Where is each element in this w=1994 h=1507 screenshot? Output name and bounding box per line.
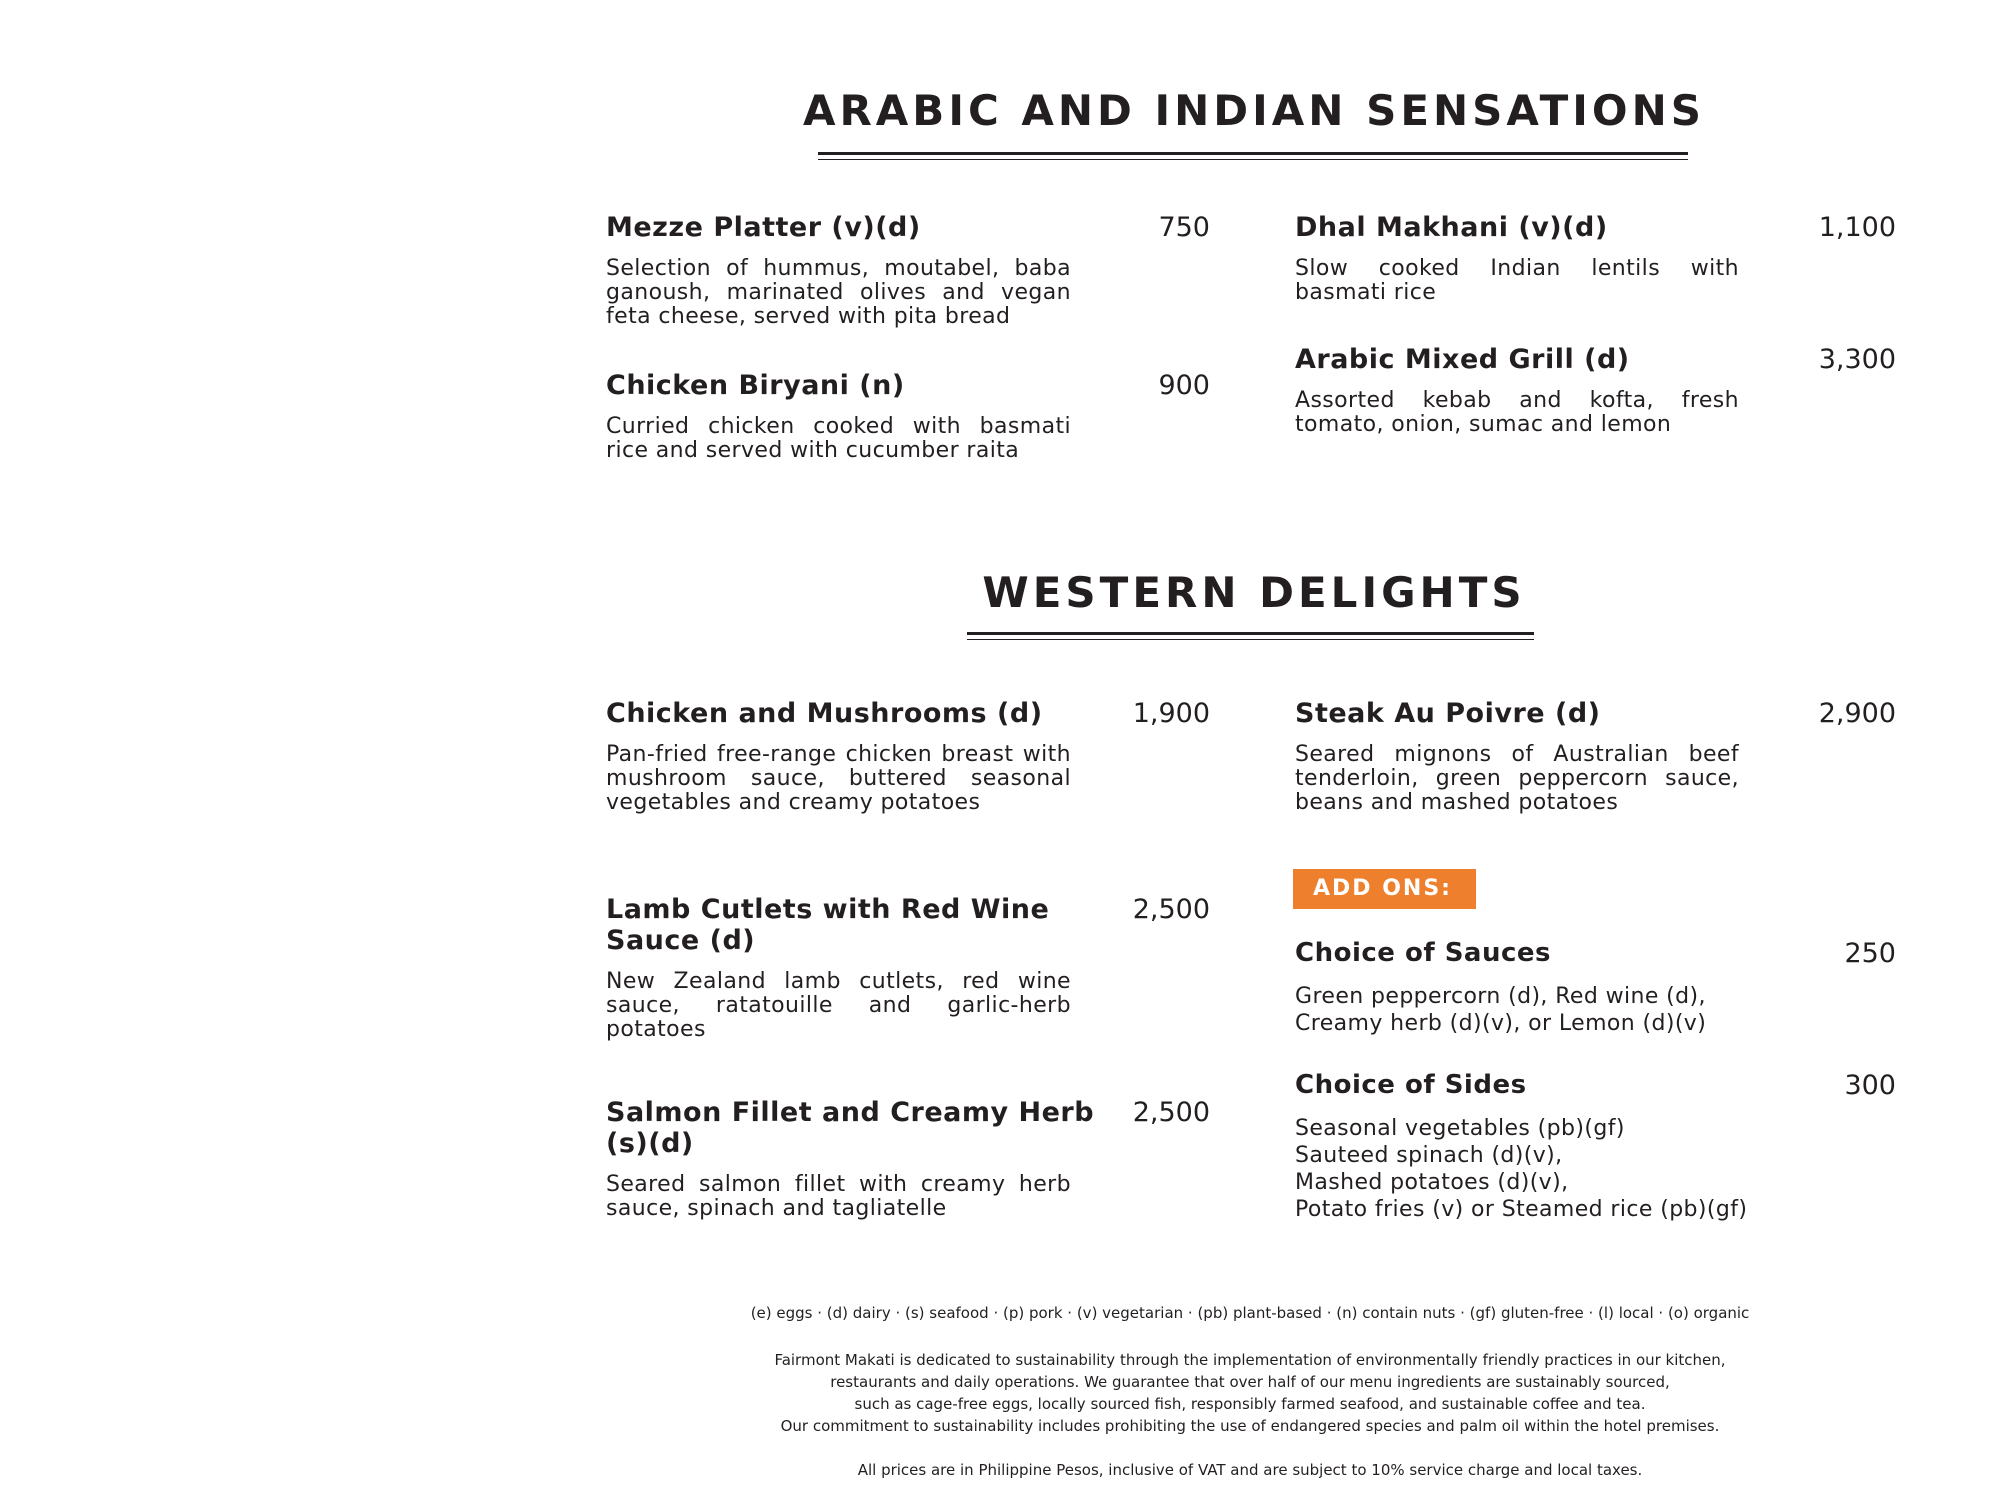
item-description: Curried chicken cooked with basmati rice and served with cucumber raita <box>606 414 1071 463</box>
menu-item-steak <box>1295 698 1896 815</box>
item-description: Pan-fried free-range chicken breast with mushroom sauce, buttered seasonal vegetables and creamy potatoes <box>606 742 1071 815</box>
item-description: Seared mignons of Australian beef tenderloin, green peppercorn sauce, beans and mashed potatoes <box>1295 742 1739 815</box>
menu-item-chicken-mushrooms <box>606 698 1210 815</box>
menu-item-mixed-grill <box>1295 344 1896 437</box>
section-divider <box>818 152 1688 155</box>
section-title-arabic-indian: ARABIC AND INDIAN SENSATIONS <box>802 86 1706 135</box>
item-name: Steak Au Poivre (d) <box>1295 698 1601 729</box>
section-divider <box>967 632 1534 635</box>
sustainability-note <box>700 1349 1800 1437</box>
item-description <box>1295 1115 1855 1223</box>
sustainability-line: such as cage-free eggs, locally sourced fish, responsibly farmed seafood, and sustainable coffee and tea. <box>854 1395 1646 1413</box>
item-name: Dhal Makhani (v)(d) <box>1295 212 1608 243</box>
addon-sides <box>1295 1070 1896 1223</box>
menu-item-mezze <box>606 212 1210 329</box>
menu-item-dhal <box>1295 212 1896 305</box>
item-price: 750 <box>1158 212 1210 243</box>
addon-sauces <box>1295 938 1896 1037</box>
item-description <box>1295 983 1855 1037</box>
section-divider <box>967 639 1534 640</box>
dietary-legend <box>700 1302 1800 1324</box>
addon-line: Creamy herb (d)(v), or Lemon (d)(v) <box>1295 1011 1707 1036</box>
section-title-western: WESTERN DELIGHTS <box>982 568 1526 617</box>
item-description: Selection of hummus, moutabel, baba ganoush, marinated olives and vegan feta cheese, served with pita bread <box>606 256 1071 329</box>
item-name: Salmon Fillet and Creamy Herb (s)(d) <box>606 1097 1095 1159</box>
item-description: New Zealand lamb cutlets, red wine sauce, ratatouille and garlic-herb potatoes <box>606 969 1071 1042</box>
prices-note <box>700 1459 1800 1481</box>
prices-note-text: All prices are in Philippine Pesos, inclusive of VAT and are subject to 10% service charge and local taxes. <box>857 1461 1643 1479</box>
addon-line: Mashed potatoes (d)(v), <box>1295 1170 1569 1195</box>
item-description: Slow cooked Indian lentils with basmati rice <box>1295 256 1739 305</box>
menu-item-biryani <box>606 370 1210 463</box>
item-name: Mezze Platter (v)(d) <box>606 212 921 243</box>
item-price: 2,500 <box>1132 894 1210 925</box>
item-name: Chicken Biryani (n) <box>606 370 905 401</box>
addon-line: Sauteed spinach (d)(v), <box>1295 1143 1563 1168</box>
section-divider <box>818 159 1688 160</box>
menu-item-salmon <box>606 1097 1210 1221</box>
item-price: 250 <box>1844 938 1896 969</box>
item-name: Chicken and Mushrooms (d) <box>606 698 1043 729</box>
item-price: 900 <box>1158 370 1210 401</box>
item-price: 2,900 <box>1818 698 1896 729</box>
addon-line: Seasonal vegetables (pb)(gf) <box>1295 1116 1625 1141</box>
sustainability-line: Fairmont Makati is dedicated to sustainability through the implementation of environmentally friendly practices in our kitchen, <box>774 1351 1726 1369</box>
add-ons-badge: ADD ONS: <box>1293 869 1476 909</box>
sustainability-line: Our commitment to sustainability includes prohibiting the use of endangered species and palm oil within the hotel premises. <box>780 1417 1720 1435</box>
legend-text: (e) eggs · (d) dairy · (s) seafood · (p) pork · (v) vegetarian · (pb) plant-based · (n) contain nuts · (gf) gluten-free · (l) local · (o) organic <box>750 1304 1750 1322</box>
item-name: Choice of Sides <box>1295 1070 1527 1100</box>
item-price: 300 <box>1844 1070 1896 1101</box>
item-price: 2,500 <box>1132 1097 1210 1128</box>
item-name: Lamb Cutlets with Red Wine Sauce (d) <box>606 894 1050 956</box>
addon-line: Green peppercorn (d), Red wine (d), <box>1295 984 1706 1009</box>
menu-item-lamb-cutlets <box>606 894 1210 1042</box>
sustainability-line: restaurants and daily operations. We guarantee that over half of our menu ingredients are sustainably sourced, <box>830 1373 1670 1391</box>
addon-line: Potato fries (v) or Steamed rice (pb)(gf) <box>1295 1197 1748 1222</box>
item-description: Seared salmon fillet with creamy herb sauce, spinach and tagliatelle <box>606 1172 1071 1221</box>
item-price: 1,900 <box>1132 698 1210 729</box>
item-description: Assorted kebab and kofta, fresh tomato, onion, sumac and lemon <box>1295 388 1739 437</box>
item-price: 3,300 <box>1818 344 1896 375</box>
item-name: Choice of Sauces <box>1295 938 1551 968</box>
item-price: 1,100 <box>1818 212 1896 243</box>
item-name: Arabic Mixed Grill (d) <box>1295 344 1630 375</box>
